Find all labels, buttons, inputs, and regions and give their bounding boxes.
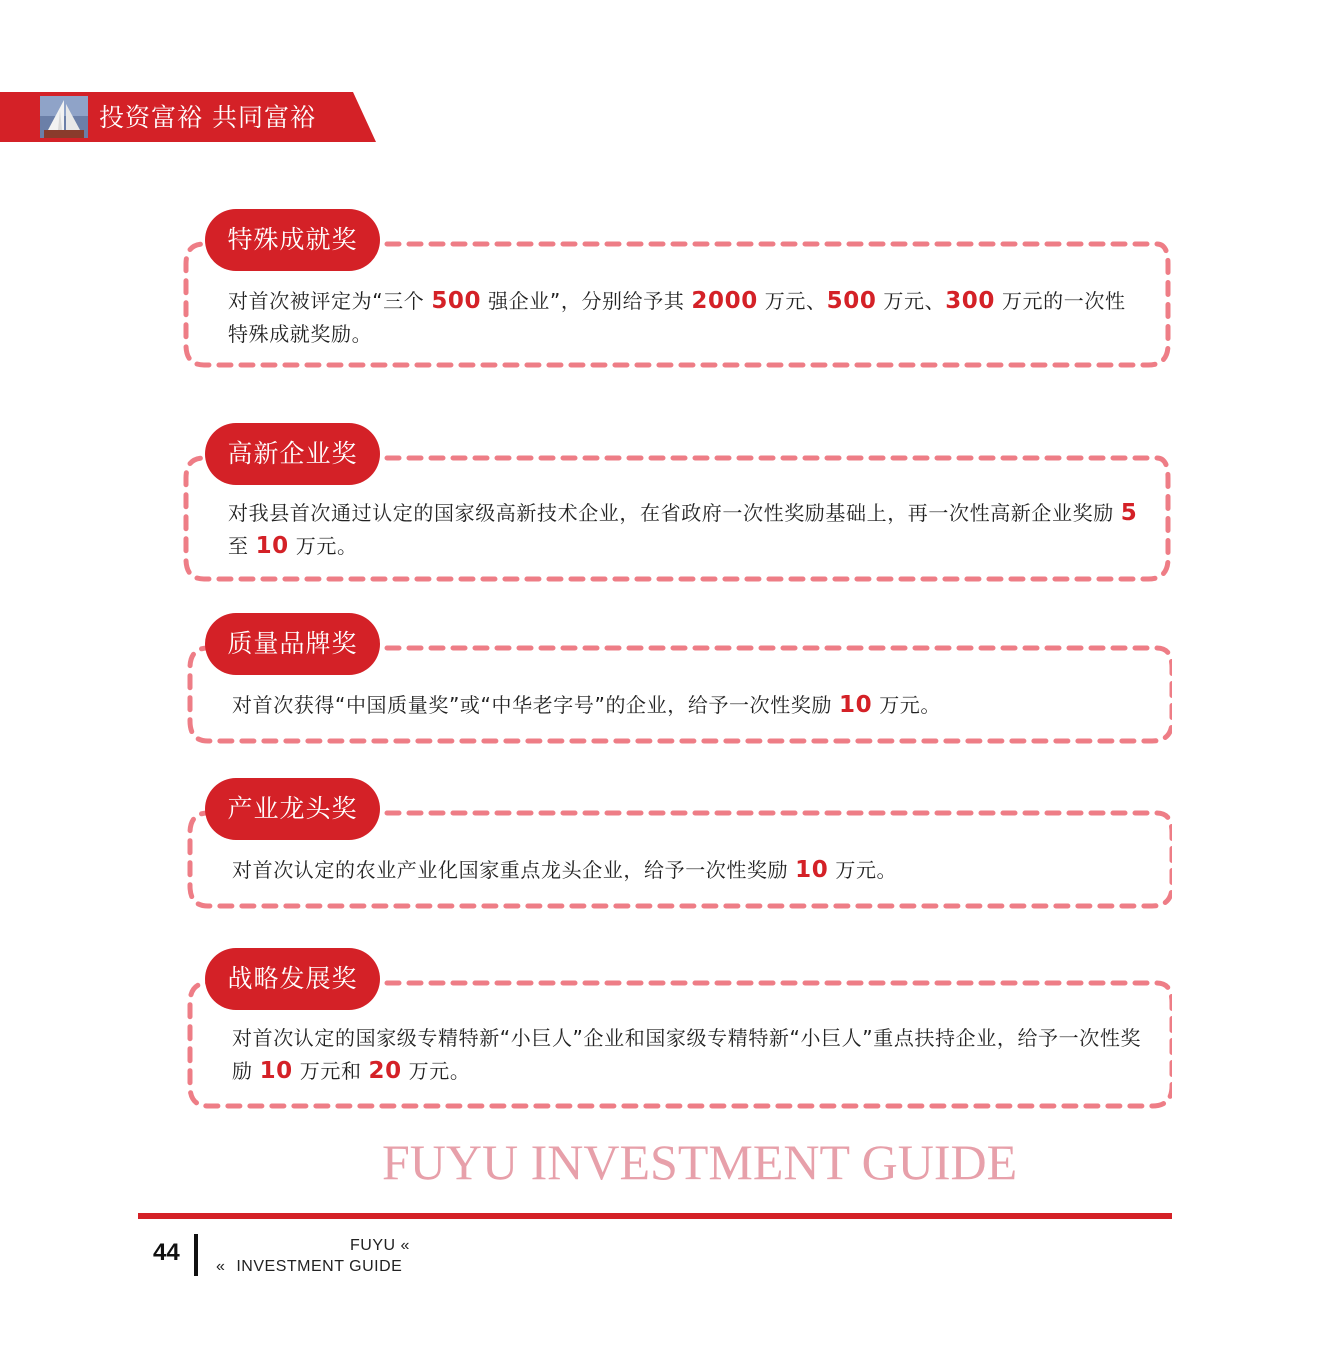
award-text: 对首次认定的农业产业化国家重点龙头企业，给予一次性奖励 [232, 858, 796, 882]
award-amount: 2000 [691, 288, 758, 314]
award-card-special-achievement [182, 209, 1172, 369]
award-text: 万元、 [757, 289, 827, 313]
award-description [232, 689, 1147, 722]
footer-divider [194, 1234, 198, 1276]
award-tag: 高新企业奖 [205, 423, 380, 485]
award-text: 万元、 [876, 289, 946, 313]
award-text: 万元的一次性特殊成就奖励。 [228, 289, 1126, 346]
award-amount: 10 [259, 1058, 293, 1084]
award-description [232, 1022, 1147, 1088]
award-text: 万元和 [292, 1059, 369, 1083]
award-description [228, 497, 1143, 563]
page-number: 44 [153, 1239, 180, 1266]
award-amount: 500 [826, 288, 877, 314]
award-text: 万元。 [872, 693, 941, 717]
footer-guide-text: INVESTMENT GUIDE [236, 1258, 403, 1275]
award-card-high-tech [182, 423, 1172, 583]
award-text: 对首次获得“中国质量奖”或“中华老字号”的企业，给予一次性奖励 [232, 693, 840, 717]
footer-brand-text: FUYU [350, 1237, 396, 1254]
award-card-industry-leader [182, 778, 1172, 910]
award-tag: 质量品牌奖 [205, 613, 380, 675]
chevron-icon: « [400, 1237, 410, 1254]
award-text: 对首次认定的国家级专精特新“小巨人”企业和国家级专精特新“小巨人”重点扶持企业，给予一次性奖励 [232, 1026, 1142, 1083]
chevron-icon: « [216, 1258, 226, 1275]
award-amount: 10 [795, 857, 829, 883]
award-amount: 5 [1120, 500, 1138, 526]
footer-brand-line [350, 1236, 410, 1256]
award-amount: 10 [839, 692, 873, 718]
award-tag: 特殊成就奖 [205, 209, 380, 271]
award-tag: 产业龙头奖 [205, 778, 380, 840]
award-amount: 500 [431, 288, 482, 314]
sailboat-logo-icon [40, 96, 88, 138]
award-text: 万元。 [828, 858, 898, 882]
footer-guide-line [216, 1257, 402, 1277]
award-text: 强企业”，分别给予其 [481, 289, 692, 313]
award-card-quality-brand [182, 613, 1172, 745]
award-text: 万元。 [401, 1059, 471, 1083]
award-tag: 战略发展奖 [205, 948, 380, 1010]
guide-title: FUYU INVESTMENT GUIDE [382, 1134, 1018, 1190]
award-amount: 300 [945, 288, 995, 314]
header-slogan: 投资富裕 共同富裕 [99, 103, 316, 132]
award-text: 至 [228, 534, 256, 558]
award-amount: 10 [255, 533, 289, 559]
award-card-strategic-development [182, 948, 1172, 1110]
award-text: 对我县首次通过认定的国家级高新技术企业，在省政府一次性奖励基础上，再一次性高新企业奖励 [228, 501, 1121, 525]
award-text: 万元。 [288, 534, 358, 558]
award-text: 对首次被评定为“三个 [228, 289, 432, 313]
award-amount: 20 [368, 1058, 402, 1084]
award-description [232, 854, 1147, 887]
footer-rule [138, 1213, 1172, 1219]
award-description [228, 285, 1143, 351]
